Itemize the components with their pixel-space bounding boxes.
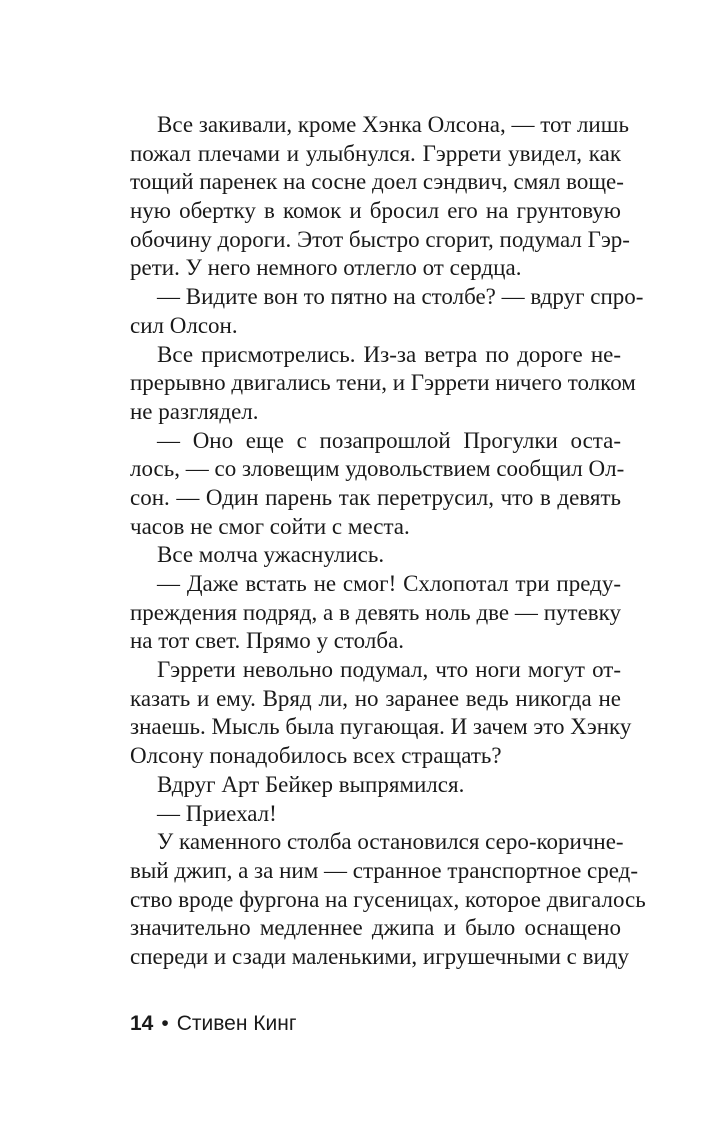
body-text — [130, 111, 646, 972]
text-line: тощий паренек на сосне доел сэндвич, смял воще- — [130, 169, 624, 195]
text-line: лось, — со зловещим удовольствием сообщил Ол- — [130, 456, 625, 482]
text-line: знаешь. Мысль была пугающая. И зачем это Хэнку — [130, 714, 632, 740]
text-line: спереди и сзади маленькими, игрушечными с виду — [130, 943, 629, 969]
running-author: Стивен Кинг — [176, 1012, 297, 1035]
text-line: значительно медленнее джипа и было оснащено — [130, 915, 621, 941]
text-line: Все молча ужаснулись. — [157, 542, 385, 568]
text-line: ство вроде фургона на гусеницах, которое двигалось — [130, 886, 646, 912]
text-line: казать и ему. Вряд ли, но заранее ведь никогда не — [130, 685, 621, 711]
bullet-separator: • — [161, 1012, 169, 1035]
page-number: 14 — [130, 1012, 154, 1035]
text-line: не разглядел. — [130, 398, 259, 424]
text-line: — Оно еще с позапрошлой Прогулки оста- — [157, 427, 621, 453]
text-line: рети. У него немного отлегло от сердца. — [130, 255, 522, 281]
text-line: Олсону понадобилось всех стращать? — [130, 743, 502, 769]
text-line: Вдруг Арт Бейкер выпрямился. — [157, 771, 465, 797]
text-line: обочину дороги. Этот быстро сгорит, подумал Гэр- — [130, 226, 630, 252]
text-line: ную обертку в комок и бросил его на грунтовую — [130, 198, 621, 224]
text-line: сил Олсон. — [130, 312, 238, 338]
text-line: Все закивали, кроме Хэнка Олсона, — тот лишь — [157, 112, 629, 137]
text-line: У каменного столба остановился серо-коричне- — [157, 829, 624, 855]
text-line: — Видите вон то пятно на столбе? — вдруг спро- — [157, 284, 644, 310]
text-line: прерывно двигались тени, и Гэррети ничего толком — [130, 370, 636, 396]
text-line: Все присмотрелись. Из-за ветра по дороге не- — [157, 341, 621, 367]
text-line: вый джип, а за ним — странное транспортное сред- — [130, 857, 638, 883]
page-footer — [130, 1009, 296, 1039]
text-line: пожал плечами и улыбнулся. Гэррети увидел, как — [130, 140, 621, 166]
text-line: Гэррети невольно подумал, что ноги могут от- — [157, 657, 621, 683]
text-line: сон. — Один парень так перетрусил, что в девять — [130, 484, 621, 510]
text-line: — Приехал! — [157, 800, 277, 826]
text-line: часов не смог сойти с места. — [130, 513, 410, 539]
text-line: преждения подряд, а в девять ноль две — путевку — [130, 599, 621, 625]
text-line: на тот свет. Прямо у столба. — [130, 628, 405, 654]
text-line: — Даже встать не смог! Схлопотал три преду- — [157, 571, 621, 596]
